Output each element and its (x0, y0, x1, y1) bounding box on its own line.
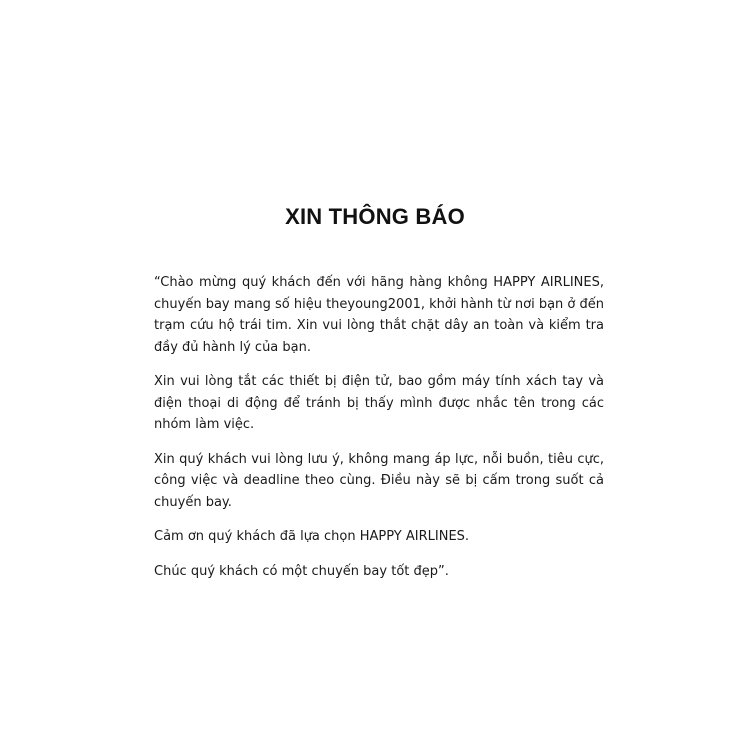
paragraph-devices: Xin vui lòng tắt các thiết bị điện tử, bao gồm máy tính xách tay và điện thoại di động để tránh bị thấy mình được nhắc tên trong các nhóm làm việc. (154, 374, 604, 432)
paragraph-thanks: Cảm ơn quý khách đã lựa chọn HAPPY AIRLINES. (154, 529, 470, 544)
paragraph-luggage-note: Xin quý khách vui lòng lưu ý, không mang áp lực, nỗi buồn, tiêu cực, công việc và deadline theo cùng. Điều này sẽ bị cấm trong suốt cả chuyến bay. (154, 451, 604, 510)
paragraph-wish: Chúc quý khách có một chuyến bay tốt đẹp”. (154, 563, 449, 579)
notice-body (154, 272, 604, 595)
paragraph-welcome: “Chào mừng quý khách đến với hãng hàng không HAPPY AIRLINES, chuyến bay mang số hiệu theyoung2001, khởi hành từ nơi bạn ở đến trạm cứu hộ trái tim. Xin vui lòng thắt chặt dây an toàn và kiểm tra đầy đủ hành lý của bạn. (154, 275, 604, 355)
notice-title: XIN THÔNG BÁO (285, 204, 465, 229)
